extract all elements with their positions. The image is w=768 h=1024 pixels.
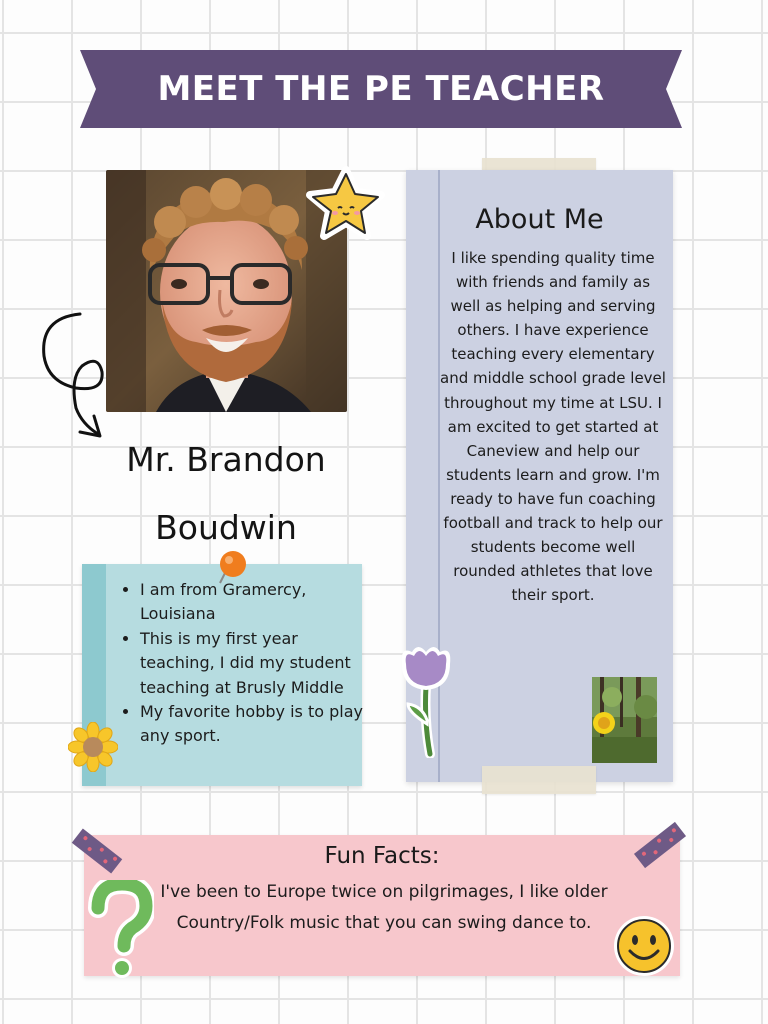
washi-tape-icon — [632, 820, 688, 870]
smiley-face-icon — [612, 914, 676, 978]
bullet-item: • My favorite hobby is to play any sport. — [140, 700, 376, 749]
tulip-icon — [394, 642, 456, 758]
fun-facts-note — [84, 835, 680, 976]
star-sticker-icon — [302, 166, 386, 242]
outdoor-photo — [592, 677, 657, 763]
bullet-item: • I am from Gramercy, Louisiana — [140, 578, 376, 627]
fun-facts-title: Fun Facts: — [324, 843, 440, 869]
push-pin-icon — [214, 549, 248, 585]
bullet-list — [118, 578, 376, 749]
washi-tape-icon — [70, 826, 124, 876]
sunflower-icon — [68, 722, 118, 772]
about-title: About Me — [475, 204, 604, 235]
tape-strip — [482, 766, 596, 794]
teacher-name-line1: Mr. Brandon — [126, 440, 326, 479]
info-note — [82, 564, 362, 786]
teacher-name — [106, 430, 346, 558]
arrow-doodle-icon — [32, 308, 112, 448]
fun-facts-text: I've been to Europe twice on pilgrimages, I like older Country/Folk music that you can swing dance to. — [160, 882, 608, 933]
bullet-item: • This is my first year teaching, I did my student teaching at Brusly Middle — [140, 627, 376, 700]
about-text: I like spending quality time with friends and family as well as helping and serving others. I have experience teaching every elementary and middle school grade level throughout my time at LSU. I am excited to get started at Caneview and help our students learn and grow. I'm ready to have fun coaching football and track to help our students become well rounded athletes that love their sport. — [440, 249, 666, 605]
page-title: MEET THE PE TEACHER — [157, 69, 605, 109]
question-mark-icon — [88, 880, 154, 980]
title-banner — [80, 50, 682, 128]
teacher-name-line2: Boudwin — [155, 508, 297, 547]
